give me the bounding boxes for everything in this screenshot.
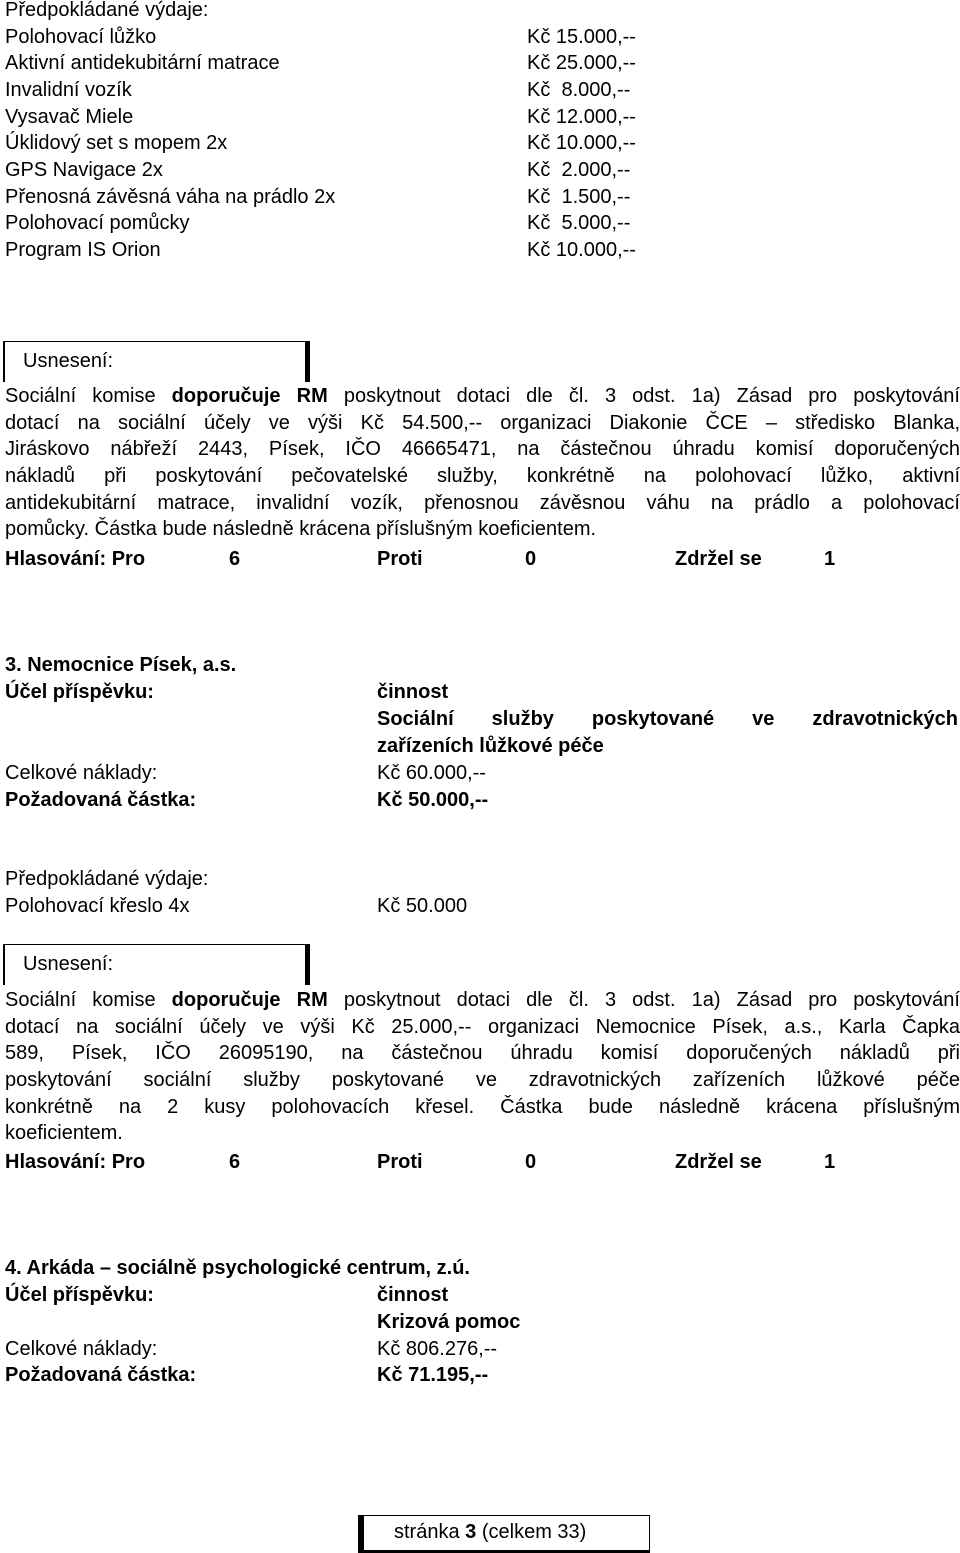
resolution-text [5, 987, 960, 1147]
expense-item-name: Vysavač Miele [5, 105, 134, 128]
vote-zdrzel-label: Zdržel se [675, 548, 762, 570]
text-segment: dotací na sociální účely ve výši Kč 25.000,-- organizaci Nemocnice Písek, a.s., Karla Čapka [5, 1015, 960, 1038]
vote-proti-label: Proti [377, 1151, 423, 1173]
text-line [5, 463, 960, 490]
expenses-heading: Předpokládané výdaje: [5, 0, 209, 21]
purpose-activity: činnost [377, 1284, 449, 1306]
purpose-word: služby [491, 708, 554, 730]
text-line [5, 1040, 960, 1067]
text-segment: poskytnout dotaci dle čl. 3 odst. 1a) Zásad pro poskytování [327, 989, 960, 1011]
expense-item-amount: Kč 5.000,-- [527, 212, 631, 235]
text-segment: Jiráskovo nábřeží 2443, Písek, IČO 46665471, na částečnou úhradu komisí doporučených [5, 438, 960, 461]
text-segment: poskytování sociální služby poskytované ve zdravotnických zařízeních lůžkové péče [5, 1069, 960, 1092]
expense-item-amount: Kč 10.000,-- [527, 132, 636, 155]
expense-item-amount: Kč 25.000,-- [527, 52, 636, 75]
vote-proti-label: Proti [377, 548, 423, 570]
vote-proti-value: 0 [525, 548, 537, 570]
page-total: (celkem 33) [476, 1521, 587, 1543]
vote-pro-value: 6 [229, 548, 241, 570]
resolution-box [3, 944, 310, 985]
purpose-detail: Krizová pomoc [377, 1311, 521, 1333]
expense-item-name: Polohovací lůžko [5, 25, 157, 48]
expense-item-name: Úklidový set s mopem 2x [5, 132, 228, 155]
expenses-heading: Předpokládané výdaje: [5, 868, 209, 890]
vote-zdrzel-label: Zdržel se [675, 1151, 762, 1173]
page-current: 3 [465, 1521, 477, 1543]
vote-zdrzel-value: 1 [824, 1151, 836, 1173]
requested-label: Požadovaná částka: [5, 1364, 197, 1386]
requested-value: Kč 71.195,-- [377, 1364, 489, 1386]
recommendation-emphasis: doporučuje RM [171, 385, 328, 407]
purpose-word: ve [752, 708, 775, 730]
expense-item-name: Invalidní vozík [5, 78, 132, 101]
text-segment: poskytnout dotaci dle čl. 3 odst. 1a) Zásad pro poskytování [327, 385, 960, 407]
vote-proti-value: 0 [525, 1151, 537, 1173]
page-prefix: stránka [394, 1521, 466, 1543]
text-segment: konkrétně na 2 kusy polohovacích křesel. Částka bude následně krácena příslušným [5, 1095, 960, 1118]
total-cost-label: Celkové náklady: [5, 1338, 158, 1360]
recommendation-emphasis: doporučuje RM [171, 989, 328, 1011]
vote-pro-value: 6 [229, 1151, 241, 1173]
text-line [5, 1094, 960, 1121]
resolution-label: Usnesení: [23, 953, 114, 975]
text-segment: pomůcky. Částka bude následně krácena příslušným koeficientem. [5, 518, 597, 541]
expense-item-name: Aktivní antidekubitární matrace [5, 52, 280, 75]
text-segment: nákladů při poskytování pečovatelské služby, konkrétně na polohovací lůžko, aktivní [5, 465, 960, 488]
expense-item-amount: Kč 12.000,-- [527, 105, 636, 128]
text-segment: Sociální komise [5, 385, 172, 407]
expense-item-amount: Kč 8.000,-- [527, 78, 631, 101]
expense-amount: Kč 50.000 [377, 895, 468, 917]
total-cost-label: Celkové náklady: [5, 762, 158, 784]
text-line [5, 383, 960, 410]
requested-value: Kč 50.000,-- [377, 789, 489, 811]
purpose-detail-cont: zařízeních lůžkové péče [377, 735, 604, 757]
expense-item-amount: Kč 10.000,-- [527, 239, 636, 262]
requested-label: Požadovaná částka: [5, 789, 197, 811]
expense-item-name: Program IS Orion [5, 239, 161, 262]
page-number [394, 1519, 586, 1546]
vote-zdrzel-value: 1 [824, 548, 836, 570]
vote-label: Hlasování: Pro [5, 1151, 146, 1173]
section-title: 3. Nemocnice Písek, a.s. [5, 654, 237, 676]
purpose-word: zdravotnických [812, 708, 958, 730]
text-segment: Sociální komise [5, 989, 172, 1011]
text-line [5, 410, 960, 437]
purpose-activity: činnost [377, 681, 449, 703]
expense-item-amount: Kč 1.500,-- [527, 185, 631, 208]
section-title: 4. Arkáda – sociálně psychologické centrum, z.ú. [5, 1257, 470, 1279]
text-line [5, 516, 960, 543]
expense-item-amount: Kč 15.000,-- [527, 25, 636, 48]
vote-label: Hlasování: Pro [5, 548, 146, 570]
resolution-box [3, 341, 310, 382]
expense-item-name: Přenosná závěsná váha na prádlo 2x [5, 185, 336, 208]
resolution-label: Usnesení: [23, 350, 114, 372]
expense-name: Polohovací křeslo 4x [5, 895, 190, 917]
text-line [5, 987, 960, 1014]
total-cost-value: Kč 806.276,-- [377, 1338, 498, 1360]
text-segment: dotací na sociální účely ve výši Kč 54.500,-- organizaci Diakonie ČCE – středisko Blanka, [5, 411, 960, 434]
text-line [5, 1067, 960, 1094]
total-cost-value: Kč 60.000,-- [377, 762, 486, 784]
purpose-word: poskytované [591, 708, 715, 730]
text-line [5, 490, 960, 517]
purpose-detail [377, 706, 958, 733]
text-line [5, 1014, 960, 1041]
expense-item-name: Polohovací pomůcky [5, 212, 190, 235]
text-line [5, 1120, 960, 1147]
text-segment: antidekubitární matrace, invalidní vozík, přenosnou závěsnou váhu na prádlo a polohovací [5, 491, 960, 514]
purpose-label: Účel příspěvku: [5, 1284, 154, 1306]
purpose-word: Sociální [377, 708, 454, 730]
resolution-text [5, 383, 960, 543]
page-footer [358, 1515, 650, 1553]
purpose-label: Účel příspěvku: [5, 681, 154, 703]
expense-item-name: GPS Navigace 2x [5, 159, 163, 181]
text-segment: 589, Písek, IČO 26095190, na částečnou úhradu komisí doporučených nákladů při [5, 1042, 960, 1065]
text-line [5, 436, 960, 463]
text-segment: koeficientem. [5, 1122, 123, 1145]
expense-item-amount: Kč 2.000,-- [527, 159, 631, 181]
